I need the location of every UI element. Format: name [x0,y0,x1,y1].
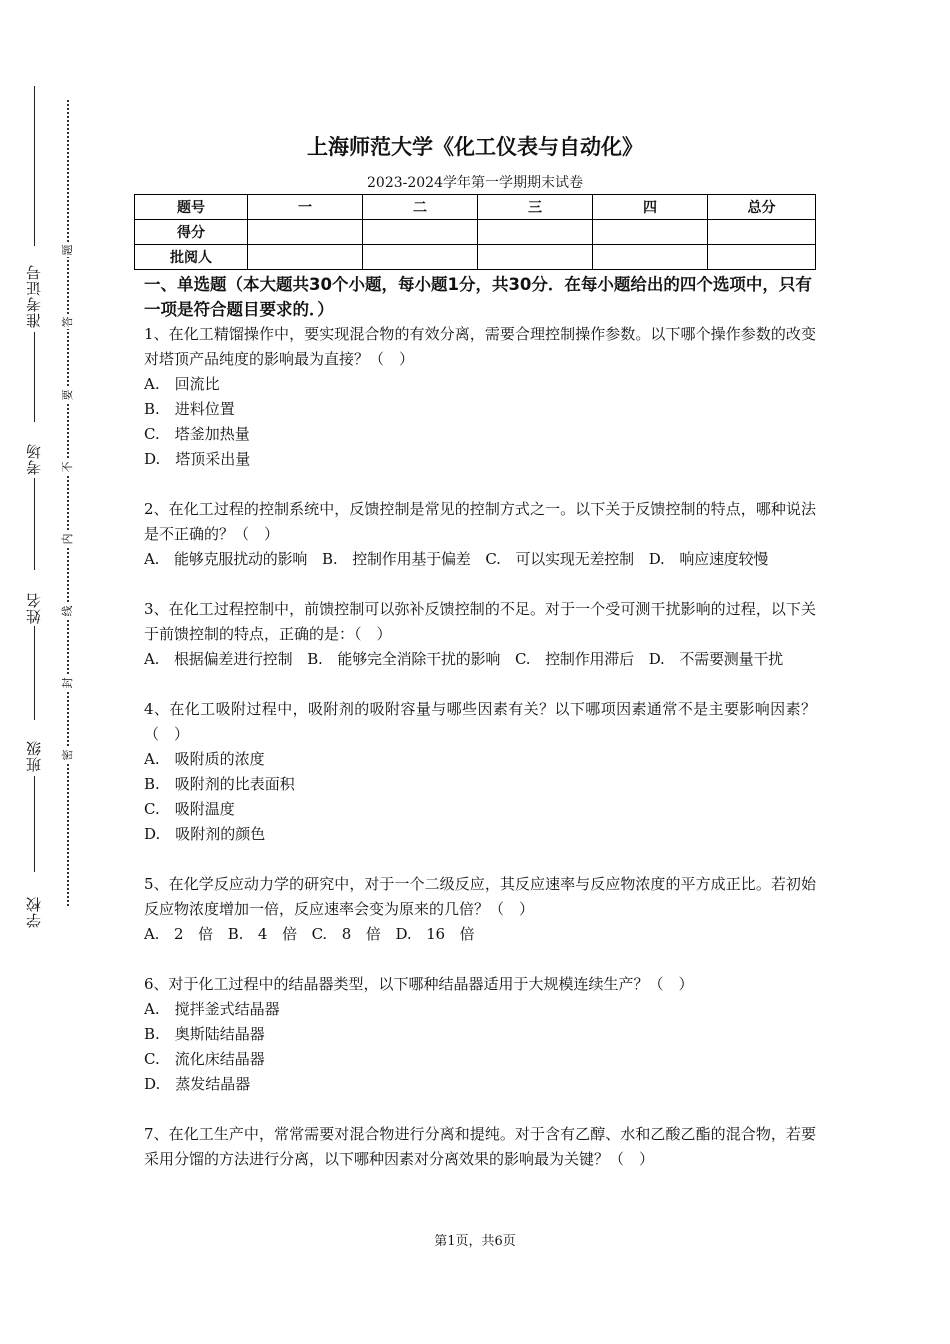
question-1 [144,322,816,472]
grader-cell [248,245,363,270]
seal-char: 线 [59,604,77,618]
question-3 [144,597,816,672]
table-row [135,195,816,220]
option-b: B. 进料位置 [144,400,235,418]
table-row [135,245,816,270]
score-table [134,194,816,270]
question-stem: 6、对于化工过程中的结晶器类型，以下哪种结晶器适用于大规模连续生产？（ ） [144,975,694,993]
page-number: 第1页，共6页 [434,1234,516,1249]
question-stem: 3、在化工过程控制中，前馈控制可以弥补反馈控制的不足。对于一个受可测干扰影响的过程，以下关于前馈控制的特点，正确的是：（ ） [144,600,816,643]
divider [34,776,35,872]
question-stem: 1、在化工精馏操作中，要实现混合物的有效分离，需要合理控制操作参数。以下哪个操作参数的改变对塔顶产品纯度的影响最为直接？（ ） [144,325,816,368]
field-name-label: 姓名 [25,592,43,624]
option-b: B. 吸附剂的比表面积 [144,775,295,793]
seal-char: 答 [59,315,77,329]
row-label: 得分 [135,220,248,245]
score-cell [593,220,708,245]
exam-content [144,270,816,1172]
seal-char: 题 [59,243,77,257]
question-2 [144,497,816,572]
question-stem: 5、在化学反应动力学的研究中，对于一个二级反应，其反应速率与反应物浓度的平方成正比。若初始反应物浓度增加一倍，反应速率会变为原来的几倍？（ ） [144,875,816,918]
exam-title: 上海师范大学《化工仪表与自动化》 [307,135,643,159]
option-c: C. 塔釜加热量 [144,425,250,443]
column-header: 三 [478,195,593,220]
question-7 [144,1122,816,1172]
seal-char: 不 [59,460,77,474]
binding-margin [0,0,100,1344]
options-line: A. 根据偏差进行控制 B. 能够完全消除干扰的影响 C. 控制作用滞后 D. 不需要测量干扰 [144,650,783,668]
grader-cell [363,245,478,270]
row-label: 题号 [135,195,248,220]
field-class-label: 班级 [25,740,43,772]
option-a: A. 搅拌釜式结晶器 [144,1000,280,1018]
column-header: 四 [593,195,708,220]
seal-char: 密 [59,748,77,762]
field-exam-id-label: 准考证号 [25,264,43,328]
question-5 [144,872,816,947]
row-label: 批阅人 [135,245,248,270]
option-d: D. 蒸发结晶器 [144,1075,251,1093]
divider [34,478,35,570]
field-school-label: 学校 [25,896,43,928]
option-d: D. 塔顶采出量 [144,450,251,468]
question-stem: 2、在化工过程的控制系统中，反馈控制是常见的控制方式之一。以下关于反馈控制的特点，哪种说法是不正确的？（ ） [144,500,816,543]
question-4 [144,697,816,847]
question-stem: 7、在化工生产中，常常需要对混合物进行分离和提纯。对于含有乙醇、水和乙酸乙酯的混合物，若要采用分馏的方法进行分离，以下哪种因素对分离效果的影响最为关键？（ ） [144,1125,816,1168]
grader-cell [593,245,708,270]
seal-char: 内 [59,532,77,546]
option-c: C. 流化床结晶器 [144,1050,265,1068]
divider [34,626,35,720]
option-a: A. 回流比 [144,375,220,393]
divider [34,86,35,246]
score-cell [478,220,593,245]
seal-dotted-line [67,100,69,906]
options-line: A. 2 倍 B. 4 倍 C. 8 倍 D. 16 倍 [144,925,475,943]
exam-subtitle: 2023-2024学年第一学期期末试卷 [367,175,583,191]
question-6 [144,972,816,1097]
divider [34,332,35,422]
option-c: C. 吸附温度 [144,800,235,818]
seal-char: 封 [59,676,77,690]
option-b: B. 奥斯陆结晶器 [144,1025,265,1043]
section-heading: 一、单选题（本大题共30个小题，每小题1分，共30分．在每小题给出的四个选项中，只有一项是符合题目要求的．） [144,275,812,319]
score-cell [708,220,816,245]
column-header: 一 [248,195,363,220]
question-stem: 4、在化工吸附过程中，吸附剂的吸附容量与哪些因素有关？以下哪项因素通常不是主要影响因素？（ ） [144,700,816,743]
grader-cell [478,245,593,270]
options-line: A. 能够克服扰动的影响 B. 控制作用基于偏差 C. 可以实现无差控制 D. 响应速度较慢 [144,550,769,568]
score-cell [363,220,478,245]
column-header: 二 [363,195,478,220]
field-exam-room-label: 考场 [25,443,43,475]
option-a: A. 吸附质的浓度 [144,750,265,768]
grader-cell [708,245,816,270]
seal-char: 要 [59,388,77,402]
score-cell [248,220,363,245]
table-row [135,220,816,245]
option-d: D. 吸附剂的颜色 [144,825,266,843]
column-header: 总分 [708,195,816,220]
